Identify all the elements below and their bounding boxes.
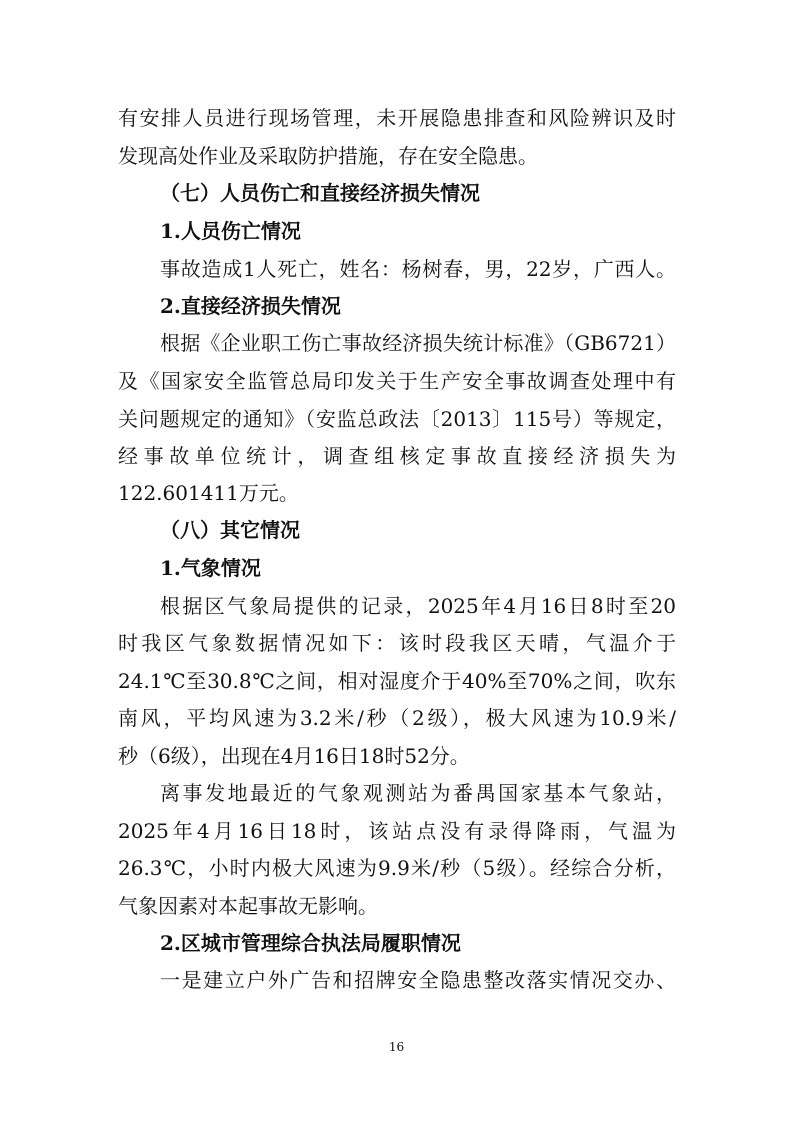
body-text-line: 发现高处作业及采取防护措施，存在安全隐患。: [118, 144, 538, 168]
body-text-line: 南风，平均风速为3.2米/秒（2级），极大风速为10.9米/: [118, 706, 676, 730]
body-text-line: 一是建立户外广告和招牌安全隐患整改落实情况交办、: [160, 968, 676, 992]
body-text-line: 根据《企业职工伤亡事故经济损失统计标准》（GB6721）: [160, 331, 676, 355]
subsection-heading: 2.直接经济损失情况: [160, 294, 341, 318]
body-text-line: 有安排人员进行现场管理，未开展隐患排查和风险辨识及时: [118, 106, 676, 130]
subsection-heading: 1.气象情况: [160, 556, 261, 580]
subsection-heading: 1.人员伤亡情况: [160, 219, 301, 243]
body-text-line: 离事发地最近的气象观测站为番禺国家基本气象站，: [160, 781, 676, 805]
body-text-line: 根据区气象局提供的记录，2025年4月16日8时至20: [160, 594, 676, 618]
body-text-line: 事故造成1人死亡，姓名：杨树春，男，22岁，广西人。: [160, 257, 676, 281]
subsection-heading: 2.区城市管理综合执法局履职情况: [160, 931, 461, 955]
body-text-line: 24.1℃至30.8℃之间，相对湿度介于40%至70%之间，吹东: [118, 669, 676, 693]
body-text-line: 秒（6级），出现在4月16日18时52分。: [118, 744, 470, 768]
body-text-line: 及《国家安全监管总局印发关于生产安全事故调查处理中有: [118, 369, 676, 393]
page-number: 16: [388, 1040, 405, 1054]
section-heading: （八）其它情况: [160, 518, 300, 542]
body-text-line: 经事故单位统计，调查组核定事故直接经济损失为: [118, 444, 676, 468]
body-text-line: 关问题规定的通知》（安监总政法〔2013〕115号）等规定，: [118, 407, 676, 431]
body-text-line: 气象因素对本起事故无影响。: [118, 894, 378, 918]
section-heading: （七）人员伤亡和直接经济损失情况: [160, 181, 480, 205]
body-text-line: 2025年4月16日18时，该站点没有录得降雨，气温为: [118, 819, 676, 843]
body-text-line: 122.601411万元。: [118, 481, 299, 505]
body-text-line: 26.3℃，小时内极大风速为9.9米/秒（5级）。经综合分析，: [118, 856, 676, 880]
body-text-line: 时我区气象数据情况如下：该时段我区天晴，气温介于: [118, 631, 676, 655]
